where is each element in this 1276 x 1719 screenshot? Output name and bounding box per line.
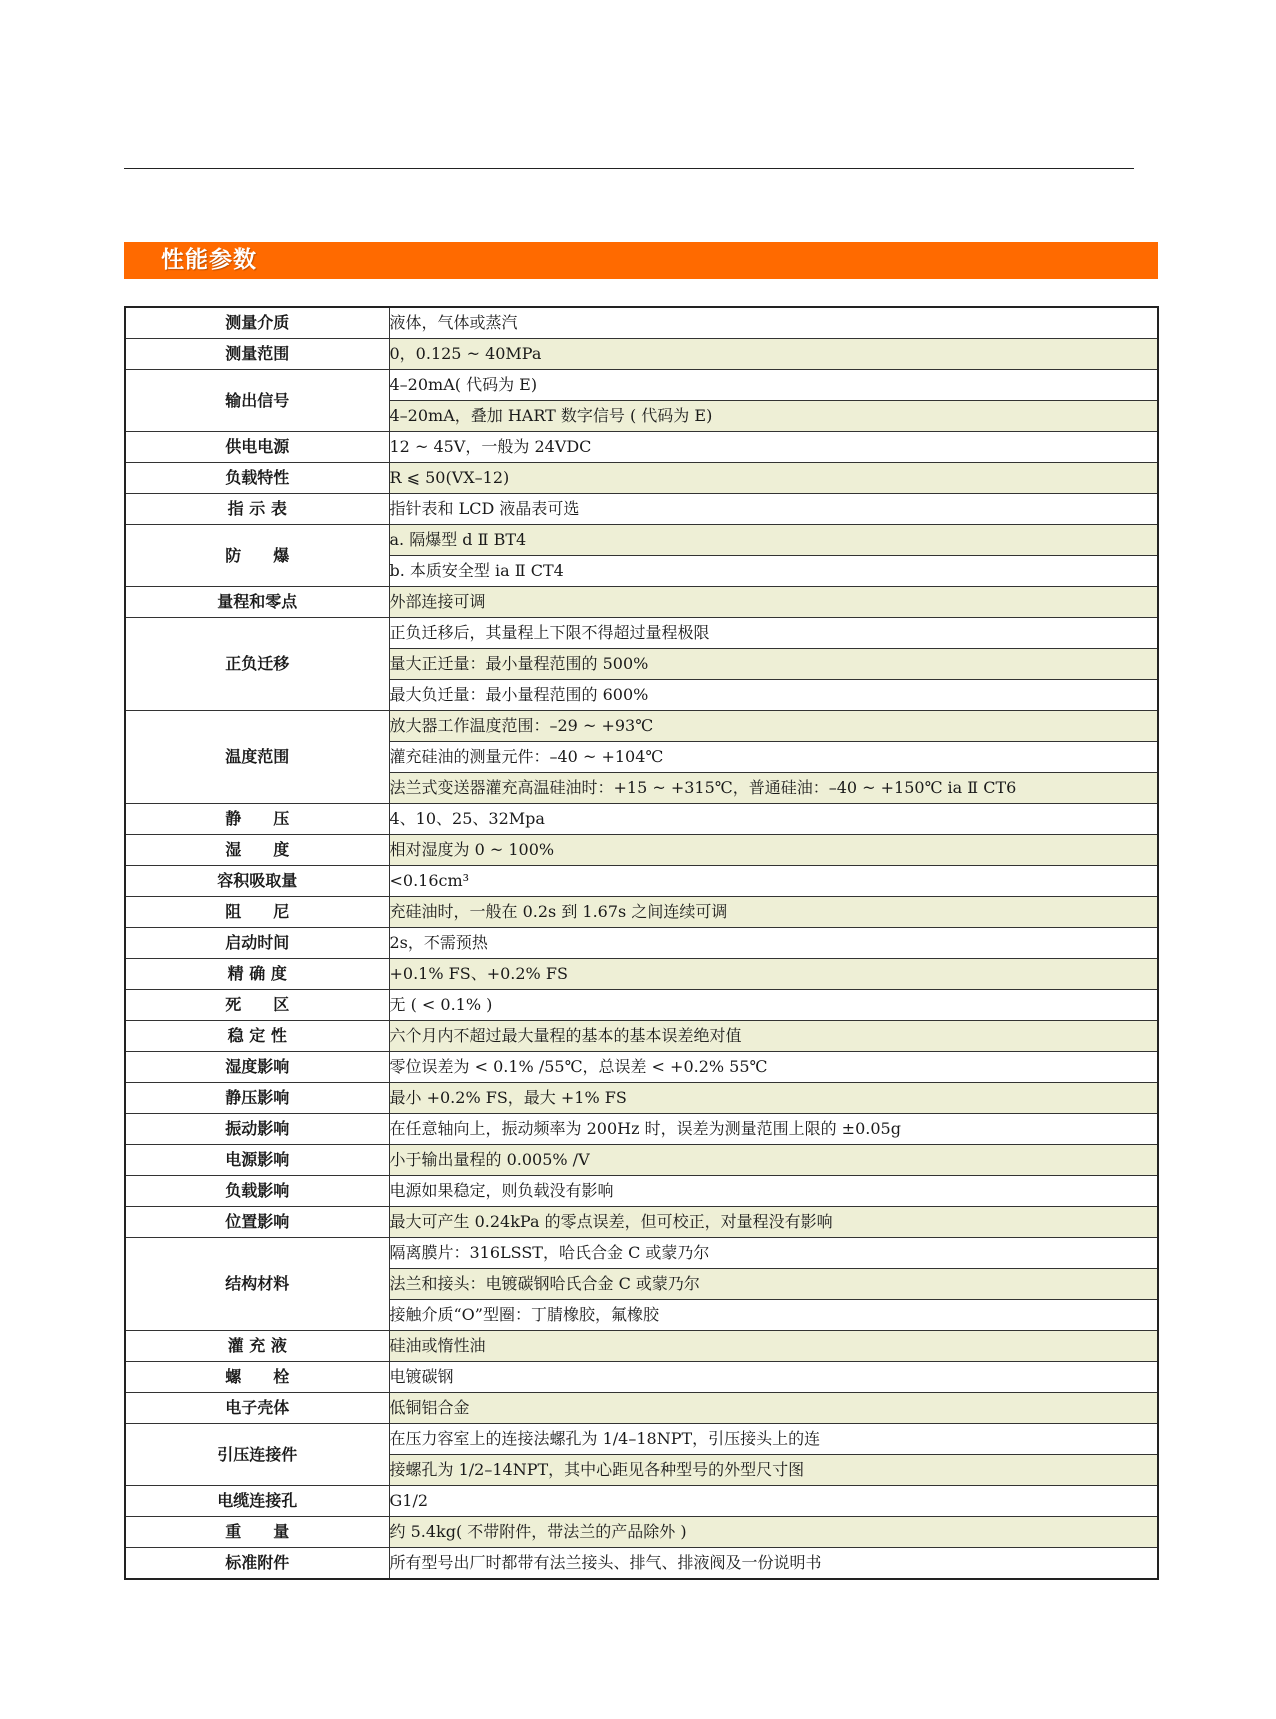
spec-value: 隔离膜片：316LSST，哈氏合金 C 或蒙乃尔 xyxy=(389,1238,1158,1269)
spec-table-body xyxy=(125,307,1158,1579)
spec-value: 零位误差为 < 0.1% /55℃，总误差 < +0.2% 55℃ xyxy=(389,1052,1158,1083)
spec-row xyxy=(125,1424,1158,1455)
spec-row xyxy=(125,1238,1158,1269)
spec-label: 静压影响 xyxy=(125,1083,389,1114)
spec-value: 4–20mA，叠加 HART 数字信号 ( 代码为 E) xyxy=(389,401,1158,432)
spec-row xyxy=(125,1052,1158,1083)
spec-value: 灌充硅油的测量元件：–40 ~ +104℃ xyxy=(389,742,1158,773)
spec-label: 阻 尼 xyxy=(125,897,389,928)
spec-value: 最大可产生 0.24kPa 的零点误差，但可校正，对量程没有影响 xyxy=(389,1207,1158,1238)
spec-label: 温度范围 xyxy=(125,711,389,804)
spec-label: 湿 度 xyxy=(125,835,389,866)
spec-row xyxy=(125,1114,1158,1145)
spec-label: 位置影响 xyxy=(125,1207,389,1238)
spec-label: 电子壳体 xyxy=(125,1393,389,1424)
spec-value: 12 ~ 45V，一般为 24VDC xyxy=(389,432,1158,463)
section-header-bar xyxy=(124,242,1158,279)
spec-value: 小于输出量程的 0.005% /V xyxy=(389,1145,1158,1176)
spec-value: 法兰和接头：电镀碳钢哈氏合金 C 或蒙乃尔 xyxy=(389,1269,1158,1300)
spec-label: 启动时间 xyxy=(125,928,389,959)
spec-row xyxy=(125,990,1158,1021)
spec-value: 电源如果稳定，则负载没有影响 xyxy=(389,1176,1158,1207)
spec-row xyxy=(125,1393,1158,1424)
spec-label: 结构材料 xyxy=(125,1238,389,1331)
spec-value: 最大负迁量：最小量程范围的 600% xyxy=(389,680,1158,711)
spec-label: 容积吸取量 xyxy=(125,866,389,897)
spec-row xyxy=(125,587,1158,618)
spec-value: b. 本质安全型 ia Ⅱ CT4 xyxy=(389,556,1158,587)
spec-row xyxy=(125,370,1158,401)
spec-row xyxy=(125,897,1158,928)
spec-value: <0.16cm³ xyxy=(389,866,1158,897)
spec-value: 4–20mA( 代码为 E) xyxy=(389,370,1158,401)
spec-label: 量程和零点 xyxy=(125,587,389,618)
spec-row xyxy=(125,866,1158,897)
spec-value: G1/2 xyxy=(389,1486,1158,1517)
spec-value: 硅油或惰性油 xyxy=(389,1331,1158,1362)
spec-row xyxy=(125,1021,1158,1052)
spec-value: 外部连接可调 xyxy=(389,587,1158,618)
spec-value: 2s，不需预热 xyxy=(389,928,1158,959)
spec-label: 螺 栓 xyxy=(125,1362,389,1393)
spec-value: 低铜铝合金 xyxy=(389,1393,1158,1424)
spec-row xyxy=(125,1486,1158,1517)
spec-label: 静 压 xyxy=(125,804,389,835)
spec-value: 液体，气体或蒸汽 xyxy=(389,307,1158,339)
spec-row xyxy=(125,1362,1158,1393)
spec-label: 正负迁移 xyxy=(125,618,389,711)
spec-value: 相对湿度为 0 ~ 100% xyxy=(389,835,1158,866)
spec-value: 六个月内不超过最大量程的基本的基本误差绝对值 xyxy=(389,1021,1158,1052)
spec-value: 指针表和 LCD 液晶表可选 xyxy=(389,494,1158,525)
spec-row xyxy=(125,525,1158,556)
spec-label: 精 确 度 xyxy=(125,959,389,990)
spec-table xyxy=(124,306,1159,1580)
spec-row xyxy=(125,1517,1158,1548)
spec-value: +0.1% FS、+0.2% FS xyxy=(389,959,1158,990)
section-title: 性能参数 xyxy=(161,247,257,273)
spec-label: 振动影响 xyxy=(125,1114,389,1145)
spec-label: 重 量 xyxy=(125,1517,389,1548)
spec-row xyxy=(125,1083,1158,1114)
spec-value: 放大器工作温度范围：–29 ~ +93℃ xyxy=(389,711,1158,742)
spec-value: R ⩽ 50(VX–12) xyxy=(389,463,1158,494)
spec-value: 法兰式变送器灌充高温硅油时：+15 ~ +315℃，普通硅油：–40 ~ +150℃ ia Ⅱ CT6 xyxy=(389,773,1158,804)
spec-label: 防 爆 xyxy=(125,525,389,587)
spec-label: 供电电源 xyxy=(125,432,389,463)
spec-label: 湿度影响 xyxy=(125,1052,389,1083)
spec-label: 负载特性 xyxy=(125,463,389,494)
spec-row xyxy=(125,1145,1158,1176)
spec-label: 死 区 xyxy=(125,990,389,1021)
spec-label: 标准附件 xyxy=(125,1548,389,1580)
spec-label: 指 示 表 xyxy=(125,494,389,525)
spec-label: 输出信号 xyxy=(125,370,389,432)
spec-label: 电源影响 xyxy=(125,1145,389,1176)
spec-row xyxy=(125,1331,1158,1362)
spec-value: 在任意轴向上，振动频率为 200Hz 时，误差为测量范围上限的 ±0.05g xyxy=(389,1114,1158,1145)
spec-value: 充硅油时，一般在 0.2s 到 1.67s 之间连续可调 xyxy=(389,897,1158,928)
spec-label: 负载影响 xyxy=(125,1176,389,1207)
spec-row xyxy=(125,494,1158,525)
spec-label: 灌 充 液 xyxy=(125,1331,389,1362)
spec-value: 在压力容室上的连接法螺孔为 1/4–18NPT，引压接头上的连 xyxy=(389,1424,1158,1455)
top-rule xyxy=(124,168,1134,169)
spec-row xyxy=(125,835,1158,866)
spec-label: 测量范围 xyxy=(125,339,389,370)
spec-row xyxy=(125,463,1158,494)
spec-row xyxy=(125,432,1158,463)
spec-value: 电镀碳钢 xyxy=(389,1362,1158,1393)
spec-row xyxy=(125,339,1158,370)
spec-value: 最小 +0.2% FS，最大 +1% FS xyxy=(389,1083,1158,1114)
spec-row xyxy=(125,1176,1158,1207)
spec-label: 测量介质 xyxy=(125,307,389,339)
spec-row xyxy=(125,1207,1158,1238)
spec-value: 正负迁移后，其量程上下限不得超过量程极限 xyxy=(389,618,1158,649)
spec-value: 量大正迁量：最小量程范围的 500% xyxy=(389,649,1158,680)
spec-value: 4、10、25、32Mpa xyxy=(389,804,1158,835)
spec-row xyxy=(125,618,1158,649)
spec-row xyxy=(125,307,1158,339)
spec-label: 电缆连接孔 xyxy=(125,1486,389,1517)
spec-value: 接螺孔为 1/2–14NPT，其中心距见各种型号的外型尺寸图 xyxy=(389,1455,1158,1486)
spec-row xyxy=(125,959,1158,990)
spec-row xyxy=(125,711,1158,742)
spec-label: 引压连接件 xyxy=(125,1424,389,1486)
spec-value: 0，0.125 ~ 40MPa xyxy=(389,339,1158,370)
spec-row xyxy=(125,804,1158,835)
spec-value: 所有型号出厂时都带有法兰接头、排气、排液阀及一份说明书 xyxy=(389,1548,1158,1580)
spec-value: 接触介质“O”型圈：丁腈橡胶，氟橡胶 xyxy=(389,1300,1158,1331)
spec-row xyxy=(125,1548,1158,1580)
spec-row xyxy=(125,928,1158,959)
spec-value: a. 隔爆型 d Ⅱ BT4 xyxy=(389,525,1158,556)
spec-value: 无 ( < 0.1% ) xyxy=(389,990,1158,1021)
spec-value: 约 5.4kg( 不带附件，带法兰的产品除外 ) xyxy=(389,1517,1158,1548)
spec-label: 稳 定 性 xyxy=(125,1021,389,1052)
